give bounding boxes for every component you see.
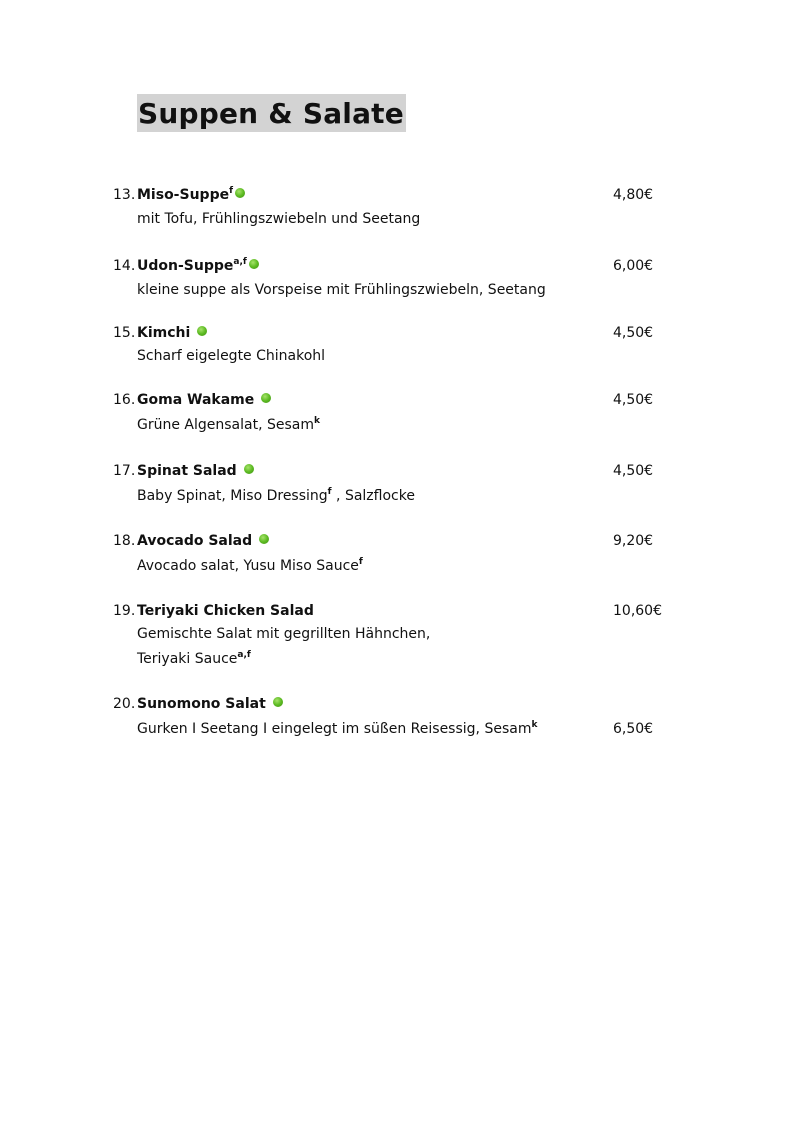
item-name: Kimchi xyxy=(137,324,207,342)
item-number: 19. xyxy=(113,603,136,619)
item-price: 10,60€ xyxy=(613,603,662,619)
allergen-marker: k xyxy=(314,416,320,426)
item-name: Udon-Suppe$^{a,f}$ xyxy=(137,257,259,275)
allergen-marker: f xyxy=(358,557,363,567)
vegetarian-icon xyxy=(259,534,269,544)
vegetarian-icon xyxy=(261,393,271,403)
item-price: 4,50€ xyxy=(613,392,654,408)
item-description: kleine suppe als Vorspeise mit Frühlingszwiebeln, Seetang xyxy=(137,282,546,298)
item-number: 20. xyxy=(113,696,136,712)
item-description: Gurken I Seetang I eingelegt im süßen Reisessig, Sesam$^k$ xyxy=(137,720,538,737)
vegetarian-icon xyxy=(197,326,207,336)
allergen-marker: a,f xyxy=(237,650,251,660)
vegetarian-icon xyxy=(249,259,259,269)
item-name: Miso-Suppe$^f$ xyxy=(137,186,245,204)
item-number: 17. xyxy=(113,463,136,479)
item-price: 6,00€ xyxy=(613,258,654,274)
item-number: 14. xyxy=(113,258,136,274)
vegetarian-icon xyxy=(235,188,245,198)
item-description: Gemischte Salat mit gegrillten Hähnchen, xyxy=(137,626,431,642)
item-name: Spinat Salad xyxy=(137,462,254,480)
item-price: 4,50€ xyxy=(613,325,654,341)
item-number: 16. xyxy=(113,392,136,408)
item-number: 18. xyxy=(113,533,136,549)
item-name: Goma Wakame xyxy=(137,391,271,409)
item-number: 13. xyxy=(113,187,136,203)
item-description: Grüne Algensalat, Sesam$^k$ xyxy=(137,416,320,433)
item-price: 4,50€ xyxy=(613,463,654,479)
item-description: Baby Spinat, Miso Dressing$^f$ , Salzflocke xyxy=(137,487,415,504)
item-description: Avocado salat, Yusu Miso Sauce$^f$ xyxy=(137,557,363,574)
item-description: mit Tofu, Frühlingszwiebeln und Seetang xyxy=(137,211,421,227)
item-description-line-2: Teriyaki Sauce$^{a,f}$ xyxy=(137,650,251,667)
item-description: Scharf eigelegte Chinakohl xyxy=(137,348,326,364)
allergen-marker: f xyxy=(327,487,332,497)
item-price: 9,20€ xyxy=(613,533,654,549)
allergen-marker: a,f xyxy=(233,257,247,267)
item-name: Teriyaki Chicken Salad xyxy=(137,603,314,619)
vegetarian-icon xyxy=(244,464,254,474)
item-number: 15. xyxy=(113,325,136,341)
item-price: 4,80€ xyxy=(613,187,654,203)
page-title: Suppen & Salate xyxy=(137,94,406,132)
vegetarian-icon xyxy=(273,697,283,707)
allergen-marker: k xyxy=(531,720,538,730)
allergen-marker: f xyxy=(229,186,234,196)
item-name: Sunomono Salat xyxy=(137,695,283,713)
item-name: Avocado Salad xyxy=(137,532,269,550)
item-price: 6,50€ xyxy=(613,721,654,737)
